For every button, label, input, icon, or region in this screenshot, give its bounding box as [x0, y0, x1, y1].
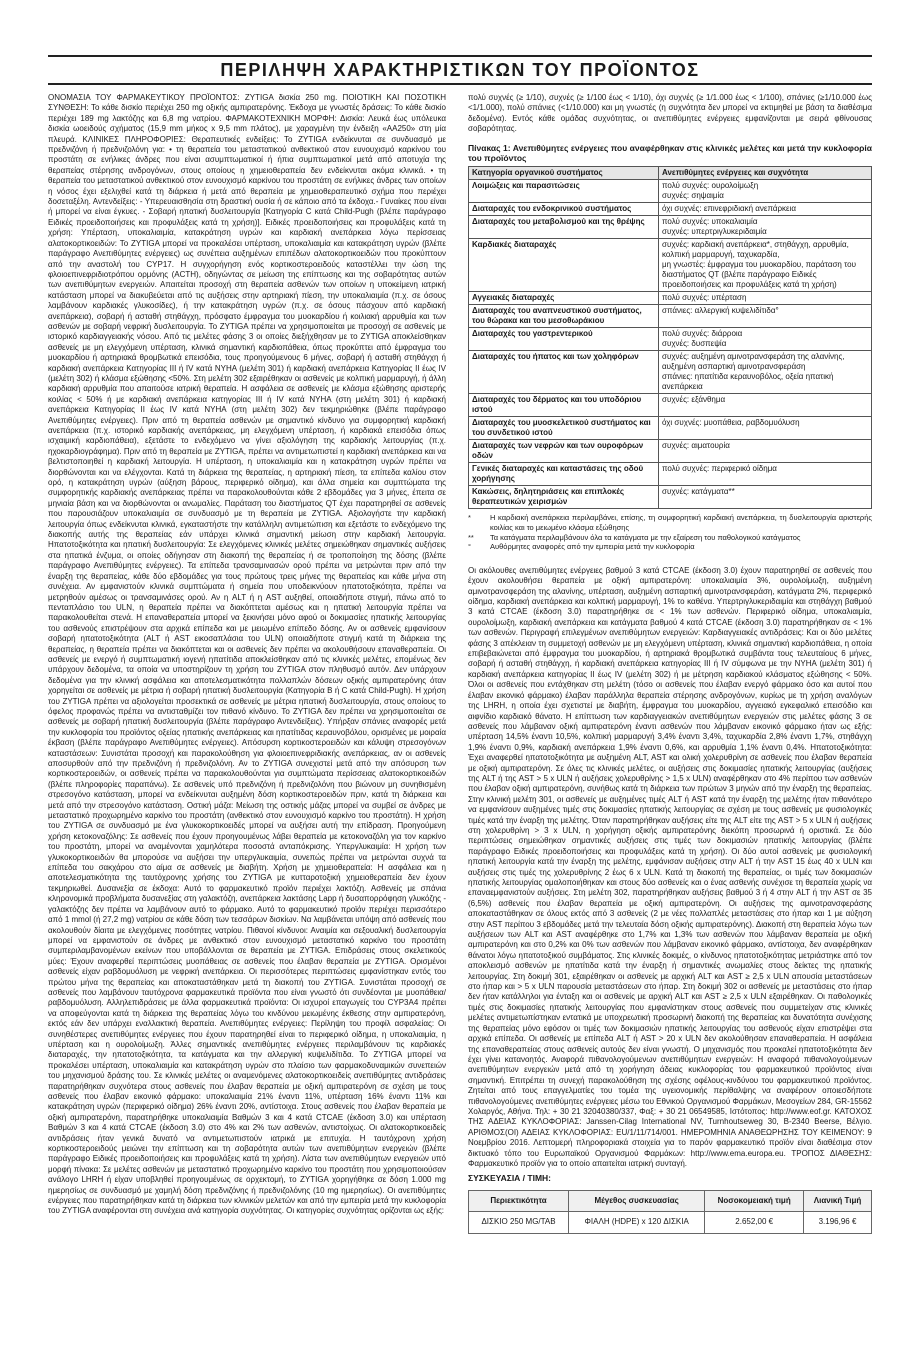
system-class-cell: Αγγειακές διαταραχές [469, 292, 659, 305]
reactions-cell: πολύ συχνές: υποκαλιαιμία συχνές: υπερτριγλυκεριδαιμία [659, 216, 872, 239]
body-text: Οι ακόλουθες ανεπιθύμητες ενέργειες βαθμού 3 κατά CTCAE (έκδοση 3.0) έχουν παρατηρηθεί σε ασθενείς που έχουν ακολουθήσει θεραπεία με οξική αμπιρατερόνη: υποκαλιαιμία 3%, ουρολοίμωξη, αυξημένη αμινοτρανσφεράση της αλανίνης, υπέρταση, αυξημένη ασπαρτική αμινοτρανσφεράση, κατάγματα 2%, περιφερικό οίδημα, καρδιακή ανεπάρκεια και κολπική μαρμαρυγή, 1% το καθένα. Υπερτριγλυκεριδαιμία και στηθάγχη βαθμού 3 κατά CTCAE (έκδοση 3.0) παρατηρήθηκε σε < 1% των ασθενών. Περιφερικό οίδημα, υποκαλιαιμία, ουρολοίμωξη, καρδιακή ανεπάρκεια και κατάγματα βαθμού 4 κατά CTCAE (έκδοση 3.0) παρατηρήθηκαν σε < 1% των ασθενών. Περιγραφή επιλεγμένων ανεπιθύμητων ενεργειών: Καρδιαγγειακές αντιδράσεις: Και οι δύο μελέτες φάσης 3 απέκλειαν τη συμμετοχή ασθενών με μη ελεγχόμενη υπέρταση, κλινικά σημαντική καρδιοπάθεια, η οποία επιβεβαιώνεται από έμφραγμα του μυοκαρδίου, ή αρτηριακά θρομβωτικά συμβάντα τους τελευταίους 6 μήνες, σοβαρή ή ασταθή στηθάγχη, ή καρδιακή ανεπάρκεια κατηγορίας III ή IV σύμφωνα με την NYHA (μελέτη 301) ή καρδιακή ανεπάρκεια κατηγορίας II έως IV (μελέτη 302) ή με μέτρηση καρδιακού κλάσματος εξώθησης < 50%. Όλοι οι ασθενείς που εντάχθηκαν στη μελέτη (τόσο οι ασθενείς που έλαβαν ενεργό φάρμακο όσο και αυτοί που έλαβαν εικονικό φάρμακο) έλαβαν παράλληλα θεραπεία στέρησης ανδρογόνων, κυρίως με τη χρήση αναλόγων της LHRH, η οποία έχει σχετιστεί με διαβήτη, έμφραγμα του μυοκαρδίου, αγγειακό εγκεφαλικό επεισόδιο και αιφνίδιο καρδιακό θάνατο. Η επίπτωση των καρδιαγγειακών ανεπιθύμητων ενεργειών στις μελέτες φάσης 3 σε ασθενείς που λάμβαναν οξική αμπιρατερόνη έναντι ασθενών που λάμβαναν εικονικό φάρμακο ήταν ως εξής: υπέρταση 14,5% έναντι 10,5%, κολπική μαρμαρυγή 3,4% έναντι 3,4%, ταχυκαρδία 2,8% έναντι 1,7%, στηθάγχη 1,9% έναντι 0,9%, καρδιακή ανεπάρκεια 1,9% έναντι 0,6%, και αρρυθμία 1,1% έναντι 0,4%. Ηπατοτοξικότητα: Έχει αναφερθεί ηπατοτοξικότητα με αυξημένη ALT, AST και ολική χολερυθρίνη σε ασθενείς που έλαβαν θεραπεία με οξική αμπιρατερόνη. Σε όλες τις κλινικές μελέτες, οι αυξήσεις στις δοκιμασίες ηπατικής λειτουργίας (αυξήσεις της ALT ή της AST > 5 x ULN ή αυξήσεις χολερυθρίνης > 1,5 x ULN) αναφέρθηκαν στο 4% περίπου των ασθενών που έλαβαν οξική αμπιρατερόνη, συνήθως κατά τη διάρκεια των πρώτων 3 μηνών από την έναρξη της θεραπείας. Στην κλινική μελέτη 301, οι ασθενείς με αυξημένες τιμές ALT ή AST κατά την έναρξη της μελέτης ήταν πιθανότερο να εμφανίσουν αυξημένες τιμές στις δοκιμασίες ηπατικής λειτουργίας σε σχέση με τους ασθενείς με φυσιολογικές τιμές κατά την έναρξη της μελέτης. Όταν παρατηρήθηκαν αυξήσεις είτε της ALT είτε της AST > 5 x ULN ή αυξήσεις στη χολερυθρίνη > 3 x ULN, η χορήγηση οξικής αμπιρατερόνης διεκόπη προσωρινά ή οριστικά. Σε δύο περιπτώσεις σημειώθηκαν σημαντικές αυξήσεις στις τιμές των δοκιμασιών ηπατικής λειτουργίας (βλέπε παράγραφο Ειδικές προειδοποιήσεις και προφυλάξεις κατά τη χρήση). Οι δύο αυτοί ασθενείς με φυσιολογική ηπατική λειτουργία κατά την έναρξη της μελέτης, εμφάνισαν αυξήσεις στην ALT ή την AST 15 έως 40 x ULN και αυξήσεις στις τιμές της χολερυθρίνης 2 έως 6 x ULN. Κατά τη διακοπή της θεραπείας, οι τιμές των δοκιμασιών ηπατικής λειτουργίας ομαλοποιήθηκαν και στους δύο ασθενείς και ο ένας ασθενής συνέχισε τη θεραπεία χωρίς να επαναεμφανιστούν αυξήσεις. Στη μελέτη 302, παρατηρήθηκαν αυξήσεις βαθμού 3 ή 4 στην ALT ή την AST σε 35 (6,5%) ασθενείς που έλαβαν θεραπεία με οξική αμπιρατερόνη. Οι αυξήσεις της αμινοτρανσφεράσης αποκαταστάθηκαν σε όλους εκτός από 3 ασθενείς (2 με νέες πολλαπλές μεταστάσεις στο ήπαρ και 1 με αύξηση στην AST περίπου 3 εβδομάδες μετά την τελευταία δόση οξικής αμπιρατερόνης). Διακοπή στη θεραπεία λόγω των αυξήσεων των ALT και AST αναφέρθηκε στο 1,7% και 1,3% των ασθενών που λάμβαναν θεραπεία με οξική αμπιρατερόνη και στο 0,2% και 0% των ασθενών που λάμβαναν εικονικό φάρμακο, αντίστοιχα, δεν αναφέρθηκαν θάνατοι λόγω ηπατοτοξικού συμβάματος. Στις κλινικές δοκιμές, ο κίνδυνος ηπατοτοξικότητας μετριάστηκε από τον αποκλεισμό ασθενών με ηπατίτιδα κατά την έναρξη ή σημαντικές ανωμαλίες στους δείκτες της ηπατικής λειτουργίας. Στη δοκιμή 301, εξαιρέθηκαν οι ασθενείς με αρχική ALT και AST ≥ 2,5 x ULN απουσία μεταστάσεων στο ήπαρ και > 5 x ULN παρουσία μεταστάσεων στο ήπαρ. Στη δοκιμή 302 οι ασθενείς με μεταστάσεις στο ήπαρ δεν ήταν κατάλληλοι για ένταξη και οι ασθενείς με αρχική ALT και AST ≥ 2,5 x ULN εξαιρέθηκαν. Οι παθολογικές τιμές στις δοκιμασίες ηπατικής λειτουργίας που εμφανίστηκαν στους ασθενείς που συμμετείχαν στις κλινικές μελέτες αντιμετωπίστηκαν εντατικά με υποχρεωτική προσωρινή διακοπή της θεραπείας και δυνατότητα συνέχισης της θεραπείας μόνο εφόσον οι τιμές των δοκιμασιών ηπατικής λειτουργίας του ασθενούς είχαν επιστρέψει στα αρχικά επίπεδα. Οι ασθενείς με επίπεδα ALT ή AST > 20 x ULN δεν ακολούθησαν επαναθεραπεία. Η ασφάλεια της επαναθεραπείας στους ασθενείς αυτούς δεν είναι γνωστή. Ο μηχανισμός που προκαλεί ηπατοτοξικότητα δεν έχει γίνει κατανοητός. Αναφορά πιθανολογούμενων ανεπιθύμητων ενεργειών: Η αναφορά πιθανολογούμενων ανεπιθύμητων ενεργειών μετά από τη χορήγηση άδειας κυκλοφορίας του φαρμακευτικού προϊόντος είναι σημαντική. Επιτρέπει τη συνεχή παρακολούθηση της σχέσης οφέλους-κινδύνου του φαρμακευτικού προϊόντος. Ζητείται από τους επαγγελματίες του τομέα της υγειονομικής περίθαλψης να αναφέρουν οποιεσδήποτε πιθανολογούμενες ανεπιθύμητες ενέργειες μέσω του Εθνικού Οργανισμού Φαρμάκων, Μεσογείων 284, GR-15562 Χολαργός, Αθήνα. Τηλ: + 30 21 32040380/337, Φαξ: + 30 21 06549585, Ιστότοπος: http://www.eof.gr. ΚΑΤΟΧΟΣ ΤΗΣ ΑΔΕΙΑΣ ΚΥΚΛΟΦΟΡΙΑΣ: Janssen-Cilag International NV, Turnhoutseweg 30, B-2340 Beerse, Βέλγιο. ΑΡΙΘΜΟΣ(ΟΙ) ΑΔΕΙΑΣ ΚΥΚΛΟΦΟΡΙΑΣ: EU/1/11/714/001. ΗΜΕΡΟΜΗΝΙΑ ΑΝΑΘΕΩΡΗΣΗΣ ΤΟΥ ΚΕΙΜΕΝΟΥ: 9 Νοεμβρίου 2016. Λεπτομερή πληροφοριακά στοιχεία για το παρόν φαρμακευτικό προϊόν είναι διαθέσιμα στον δικτυακό τόπο του Ευρωπαϊκού Οργανισμού Φαρμάκων: http://www.ema.europa.eu. ΤΡΟΠΟΣ ΔΙΑΘΕΣΗΣ: Φαρμακευτικό προϊόν για το οποίο απαιτείται ιατρική συνταγή. [468, 565, 872, 1168]
footnote [468, 533, 872, 543]
reactions-cell: πολύ συχνές: περιφερικό οίδημα [659, 463, 872, 486]
footnote [468, 542, 872, 552]
table-row [469, 292, 872, 305]
table-row [469, 239, 872, 292]
price-hospital: 2.652,00 € [705, 1212, 804, 1233]
header-reactions: Ανεπιθύμητες ενέργειες και συχνότητα [659, 167, 872, 180]
table-row [469, 328, 872, 351]
reactions-cell: συχνές: καρδιακή ανεπάρκεια*, στηθάγχη, αρρυθμία, κολπική μαρμαρυγή, ταχυκαρδία, μη γνωστές: έμφραγμα του μυοκαρδίου, παράταση του διαστήματος QT (βλέπε παράγραφο Ειδικές προειδοποιήσεις και προφυλάξεις κατά τη χρήση) [659, 239, 872, 292]
adverse-reactions-table [468, 166, 872, 509]
reactions-cell: συχνές: αυξημένη αμινοτρανσφεράση της αλανίνης, αυξημένη ασπαρτική αμινοτρανσφεράση σπάνιες: ηπατίτιδα κεραυνοβόλος, οξεία ηπατική ανεπάρκεια [659, 351, 872, 394]
footnote-mark: * [468, 513, 471, 523]
table-row [469, 440, 872, 463]
reactions-cell: πολύ συχνές: διάρροια συχνές: δυσπεψία [659, 328, 872, 351]
table-row [469, 305, 872, 328]
table-row [469, 463, 872, 486]
table-row [469, 351, 872, 394]
reactions-cell: συχνές: εξάνθημα [659, 394, 872, 417]
frequency-definitions: πολύ συχνές (≥ 1/10), συχνές (≥ 1/100 έως < 1/10), όχι συχνές (≥ 1/1.000 έως < 1/100), σπάνιες (≥1/10.000 έως <1/1.000), πολύ σπάνιες (<1/10.000) και μη γνωστές (η συχνότητα δεν μπορεί να εκτιμηθεί με βάση τα διαθέσιμα δεδομένα). Εντός κάθε ομάδας συχνότητας, οι ανεπιθύμητες ενέργειες εμφανίζονται με σειρά φθίνουσας σοβαρότητας. [468, 93, 872, 134]
price-header-strength: Περιεκτικότητα [469, 1190, 569, 1211]
price-strength: ΔΙΣΚΙΟ 250 MG/TAB [469, 1212, 569, 1233]
table-row [469, 180, 872, 203]
footnote-mark: ° [468, 542, 471, 552]
adverse-reactions-table-title: Πίνακας 1: Ανεπιθύμητες ενέργειες που αναφέρθηκαν στις κλινικές μελέτες και μετά την κυκλοφορία του προϊόντος [468, 142, 872, 164]
system-class-cell: Κακώσεις, δηλητηριάσεις και επιπλοκές θεραπευτικών χειρισμών [469, 486, 659, 509]
reactions-cell: όχι συχνές: επινεφριδιακή ανεπάρκεια [659, 203, 872, 216]
reactions-cell: πολύ συχνές: υπέρταση [659, 292, 872, 305]
table-row [469, 216, 872, 239]
reactions-cell: συχνές: αιματουρία [659, 440, 872, 463]
table-row [469, 394, 872, 417]
table-header-row [469, 167, 872, 180]
footnote [468, 513, 872, 532]
system-class-cell: Διαταραχές του μεταβολισμού και της θρέψης [469, 216, 659, 239]
system-class-cell: Διαταραχές του μυοσκελετικού συστήματος και του συνδετικού ιστού [469, 417, 659, 440]
price-retail: 3.196,96 € [804, 1212, 872, 1233]
system-class-cell: Διαταραχές των νεφρών και των ουροφόρων οδών [469, 440, 659, 463]
system-class-cell: Διαταραχές του ενδοκρινικού συστήματος [469, 203, 659, 216]
footnote-text: Τα κατάγματα περιλαμβάνουν όλα τα κατάγματα με την εξαίρεση του παθολογικού κατάγματος [490, 532, 801, 542]
system-class-cell: Διαταραχές του ήπατος και των χοληφόρων [469, 351, 659, 394]
reactions-cell: συχνές: κατάγματα** [659, 486, 872, 509]
price-table [468, 1190, 872, 1234]
left-column [48, 93, 446, 1343]
price-header-pack-size: Μέγεθος συσκευασίας [569, 1190, 705, 1211]
table-footnotes [468, 513, 872, 551]
left-text: ΟΝΟΜΑΣΙΑ ΤΟΥ ΦΑΡΜΑΚΕΥΤΙΚΟΥ ΠΡΟΪΟΝΤΟΣ: ZYTIGA δισκία 250 mg. ΠΟΙΟΤΙΚΗ ΚΑΙ ΠΟΣΟΤΙΚΗ ΣΥΝΘΕΣΗ: Το κάθε δισκίο περιέχει 250 mg οξικής αμπιρατερόνης. Έκδοχα με γνωστές δράσεις: Το κάθε δισκίο περιέχει 189 mg λακτόζης και 6,8 mg νατρίου. ΦΑΡΜΑΚΟΤΕΧΝΙΚΗ ΜΟΡΦΗ: Δισκία: Λευκά έως υπόλευκα δισκία ωοειδούς σχήματος (15,9 mm μήκος x 9,5 mm πλάτος), με χαραγμένη την ένδειξη «AA250» στη μία πλευρά. ΚΛΙΝΙΚΕΣ ΠΛΗΡΟΦΟΡΙΕΣ: Θεραπευτικές ενδείξεις: Το ZYTIGA ενδείκνυται σε συνδυασμό με πρεδνιζόνη ή πρεδνιζολόνη για: • τη θεραπεία του μεταστατικού ανθεκτικού στον ευνουχισμό καρκίνου του προστάτη σε ενήλικες άνδρες που είναι ασυμπτωματικοί ή ήπια συμπτωματικοί μετά από αποτυχία της θεραπείας στέρησης ανδρογόνων, στους οποίους η χημειοθεραπεία δεν ενδείκνυται ακόμα κλινικά. • τη θεραπεία του μεταστατικού ανθεκτικού στον ευνουχισμό καρκίνου του προστάτη σε ενήλικες άνδρες των οποίων η νόσος έχει εξελιχθεί κατά τη διάρκεια ή μετά από θεραπεία με χημειοθεραπευτικό σχήμα που περιέχει δοσεταξέλη. Αντενδείξεις: - Υπερευαισθησία στη δραστική ουσία ή σε κάποιο από τα έκδοχα.- Γυναίκες που είναι ή μπορεί να είναι έγκυες. - Σοβαρή ηπατική δυσλειτουργία [Κατηγορία C κατά Child-Pugh (βλέπε παράγραφο Ειδικές προειδοποιήσεις και προφυλάξεις κατά τη χρήση)]. Ειδικές προειδοποιήσεις και προφυλάξεις κατά τη χρήση: Υπέρταση, υποκαλιαιμία, κατακράτηση υγρών και καρδιακή ανεπάρκεια λόγω περίσσειας αλατοκορτικοειδών: Το ZYTIGA μπορεί να προκαλέσει υπέρταση, υποκαλιαιμία και κατακράτηση υγρών (βλέπε παράγραφο Ανεπιθύμητες ενέργειες) ως συνέπεια αυξημένων επιπέδων αλατοκορτικοειδών που προκύπτουν από την αναστολή του CYP17. Η συγχορήγηση ενός κορτικοστεροειδούς καταστέλλει την ώση της φλοιοεπινεφριδιοτρόπου ορμόνης (ACTH), οδηγώντας σε μείωση της επίπτωσης και της σοβαρότητας αυτών των ανεπιθύμητων ενεργειών. Απαιτείται προσοχή στη θεραπεία ασθενών των οποίων η υποκείμενη ιατρική κατάσταση μπορεί να διακυβεύεται από τις αυξήσεις στην αρτηριακή πίεση, την υποκαλιαιμία (π.χ. σε όσους λαμβάνουν καρδιακές γλυκοσίδες), ή την κατακράτηση υγρών (π.χ. σε όσους πάσχουν από καρδιακή ανεπάρκεια), σοβαρή ή ασταθή στηθάγχη, πρόσφατο έμφραγμα του μυοκαρδίου ή κοιλιακή αρρυθμία και των ασθενών με σοβαρή νεφρική δυσλειτουργία. Το ZYTIGA πρέπει να χρησιμοποιείται με προσοχή σε ασθενείς με ιστορικό καρδιαγγειακής νόσου. Από τις μελέτες φάσης 3 οι οποίες διεξήχθησαν με το ZYTIGA αποκλείσθηκαν ασθενείς με μη ελεγχόμενη υπέρταση, κλινικά σημαντική καρδιοπάθεια, όπως προκύπτει από έμφραγμα του μυοκαρδίου ή αρτηριακά θρομβωτικά επεισόδια, τους προηγούμενους 6 μήνες, σοβαρή ή ασταθή στηθάγχη ή καρδιακή ανεπάρκεια Κατηγορίας III ή IV κατά NYHA (μελέτη 301) ή καρδιακή ανεπάρκεια Κατηγορίας II έως IV (μελέτη 302) ή κλάσμα εξώθησης <50%. Στη μελέτη 302 εξαιρέθηκαν οι ασθενείς με κολπική μαρμαρυγή, ή άλλη καρδιακή αρρυθμία που απαιτούσε ιατρική θεραπεία. Η ασφάλεια σε ασθενείς με κλάσμα εξώθησης αριστερής κοιλίας < 50% ή με καρδιακή ανεπάρκεια κατηγορίας III ή IV κατά NYHA (στη μελέτη 301) ή καρδιακή ανεπάρκεια Κατηγορίας II έως IV κατά NYHA (στη μελέτη 302) δεν τεκμηριώθηκε (βλέπε παράγραφο Ανεπιθύμητες ενέργειες). Πριν από τη θεραπεία ασθενών με σημαντικό κίνδυνο για συμφορητική καρδιακή ανεπάρκεια (π.χ. ιστορικό καρδιακής ανεπάρκειας, μη ελεγχόμενη υπέρταση, ή καρδιακά επεισόδια όπως ισχαιμική καρδιοπάθεια), εξετάστε το ενδεχόμενο να γίνει αξιολόγηση της καρδιακής λειτουργίας (π.χ. ηχοκαρδιογράφημα). Πριν από τη θεραπεία με ZYTIGA, πρέπει να αντιμετωπιστεί η καρδιακή ανεπάρκεια και να βελτιστοποιηθεί η καρδιακή λειτουργία. Η υπέρταση, η υποκαλιαιμία και η κατακράτηση υγρών πρέπει να διορθώνονται και να ελέγχονται. Κατά τη διάρκεια της θεραπείας, η αρτηριακή πίεση, τα επίπεδα καλίου στον ορό, η κατακράτηση υγρών (αύξηση βάρους, περιφερικό οίδημα), και άλλα σημεία και συμπτώματα της συμφορητικής καρδιακής ανεπάρκειας πρέπει να παρακολουθούνται κάθε 2 εβδομάδες για 3 μήνες, έπειτα σε μηνιαία βάση και να διορθώνονται οι ανωμαλίες. Παράταση του διαστήματος QT έχει παρατηρηθεί σε ασθενείς που παρουσιάζουν υποκαλιαιμία σε συνδυασμό με τη θεραπεία με ZYTIGA. Αξιολογήστε την καρδιακή λειτουργία όπως ενδείκνυται κλινικά, εγκαταστήστε την κατάλληλη αντιμετώπιση και εξετάστε το ενδεχόμενο της διακοπής αυτής της θεραπείας εάν υπάρχει κλινικά σημαντική μείωση στην καρδιακή λειτουργία. Ηπατοτοξικότητα και ηπατική δυσλειτουργία: Σε ελεγχόμενες κλινικές μελέτες σημειώθηκαν σημαντικές αυξήσεις στα ηπατικά ένζυμα, οι οποίες οδήγησαν στη διακοπή της θεραπείας ή σε τροποποίηση της δόσης (βλέπε παράγραφο Ανεπιθύμητες ενέργειες). Τα επίπεδα τρανσαμινασών ορού πρέπει να μετρώνται πριν από την έναρξη της θεραπείας, κάθε δύο εβδομάδες για τους πρώτους τρεις μήνες της θεραπείας και κάθε μήνα στη συνέχεια. Αν εμφανιστούν κλινικά συμπτώματα ή σημεία που υποδεικνύουν ηπατοτοξικότητα, πρέπει να μετρηθούν αμέσως οι τρανσαμινάσες ορού. Αν η ALT ή η AST αυξηθεί, οποιαδήποτε στιγμή, πάνω από το πενταπλάσιο του ULN, η θεραπεία πρέπει να διακόπτεται αμέσως και η ηπατική λειτουργία πρέπει να παρακολουθείται στενά. Η επαναθεραπεία μπορεί να ξεκινήσει μόνο αφού οι δοκιμασίες ηπατικής λειτουργίας του ασθενούς επιστρέψουν στα αρχικά επίπεδα και με μειωμένο επίπεδο δόσης. Αν οι ασθενείς εμφανίσουν σοβαρή ηπατοτοξικότητα (ALT ή AST εικοσαπλάσια του ULN) οποιαδήποτε στιγμή κατά τη διάρκεια της θεραπείας, η θεραπεία πρέπει να διακόπτεται και οι ασθενείς δεν πρέπει να ακολουθήσουν επαναθεραπεία. Οι ασθενείς με ενεργό ή συμπτωματική ιογενή ηπατίτιδα αποκλείσθηκαν από τις κλινικές μελέτες, επομένως δεν υπάρχουν δεδομένα, τα οποία να υποστηρίζουν τη χρήση του ZYTIGA στον πληθυσμό αυτόν. Δεν υπάρχουν δεδομένα για την κλινική ασφάλεια και αποτελεσματικότητα πολλαπλών δόσεων οξικής αμπιρατερόνης όταν χορηγείται σε ασθενείς με μέτρια ή σοβαρή ηπατική δυσλειτουργία (Κατηγορία B ή C κατά Child-Pugh). Η χρήση του ZYTIGA πρέπει να αξιολογείται προσεκτικά σε ασθενείς με μέτρια ηπατική δυσλειτουργία, στους οποίους το όφελος προφανώς πρέπει να αντισταθμίζει τον πιθανό κίνδυνο. Το ZYTIGA δεν πρέπει να χρησιμοποιείται σε ασθενείς με σοβαρή ηπατική δυσλειτουργία (βλέπε παράγραφο Αντενδείξεις). Υπήρξαν σπάνιες αναφορές μετά την κυκλοφορία του προϊόντος οξείας ηπατικής ανεπάρκειας και ηπατίτιδας κεραυνοβόλου, ορισμένες με μοιραία έκβαση (βλέπε παράγραφο Ανεπιθύμητες ενέργειες). Απόσυρση κορτικοστεροειδών και κάλυψη στρεσογόνων καταστάσεων: Συνιστάται προσοχή και παρακολούθηση για φλοιοεπινεφριδιακής ανεπάρκειας, αν οι ασθενείς αποσυρθούν από την πρεδνιζόνη ή πρεδνιζολόνη. Αν το ZYTIGA συνεχιστεί μετά από την απόσυρση των κορτικοστεροειδών, οι ασθενείς πρέπει να παρακολουθούνται για συμπτώματα περίσσειας αλατοκορτικοειδών (βλέπε πληροφορίες παραπάνω). Σε ασθενείς υπό πρεδνιζόνη ή πρεδνιζολόνη που βιώνουν μη συνηθισμένη στρεσογόνο κατάσταση, μπορεί να ενδείκνυται αυξημένη δόση κορτικοστεροειδών πριν, κατά τη διάρκεια και μετά από την στρεσογόνο κατάσταση. Οστική μάζα: Μείωση της οστικής μάζας μπορεί να συμβεί σε άνδρες με μεταστατικό προχωρημένο καρκίνο του προστάτη (ανθεκτικό στον ευνουχισμό καρκίνο του προστάτη). Η χρήση του ZYTIGA σε συνδυασμό με ένα γλυκοκορτικοειδές μπορεί να αυξήσει αυτή την επίδραση. Προηγούμενη χρήση κετοκοναζόλης: Σε ασθενείς που έχουν προηγουμένως λάβει θεραπεία με κετοκοναζόλη για τον καρκίνο του προστάτη, μπορεί να αναμένονται χαμηλότερα ποσοστά ανταπόκρισης. Υπεργλυκαιμία: Η χρήση των γλυκοκορτικοειδών θα μπορούσε να αυξήσει την υπεργλυκαιμία, συνεπώς πρέπει να μετρώνται συχνά τα επίπεδα του σακχάρου στο αίμα σε ασθενείς με διαβήτη. Χρήση με χημειοθεραπεία: Η ασφάλεια και η αποτελεσματικότητα της ταυτόχρονης χρήσης του ZYTIGA με κυτταροτοξική χημειοθεραπεία δεν έχουν τεκμηριωθεί. Δυσανεξία σε έκδοχα: Αυτό το φαρμακευτικό προϊόν περιέχει λακτόζη. Ασθενείς με σπάνια κληρονομικά προβλήματα δυσανεξίας στη γαλακτόζη, ανεπάρκεια λακτάσης Lapp ή δυσαπορρόφηση γλυκόζης - γαλακτόζης δεν πρέπει να λαμβάνουν αυτό το φάρμακο. Αυτό το φαρμακευτικό προϊόν περιέχει περισσότερο από 1 mmol (ή 27,2 mg) νατρίου σε κάθε δόση των τεσσάρων δισκίων. Να λαμβάνεται υπόψη από ασθενείς που ακολουθούν δίαιτα με ελεγχόμενες ποσότητες νατρίου. Πιθανοί κίνδυνοι: Αναιμία και σεξουαλική δυσλειτουργία μπορεί να εμφανιστούν σε άνδρες με ανθεκτικό στον ευνουχισμό μεταστατικό καρκίνο του προστάτη συμπεριλαμβανομένων εκείνων που υποβάλλονται σε θεραπεία με ZYTIGA. Επιδράσεις στους σκελετικούς μύες: Έχουν αναφερθεί περιπτώσεις μυοπάθειας σε ασθενείς που έλαβαν θεραπεία με ZYTIGA. Ορισμένοι ασθενείς είχαν ραβδομυόλυση με νεφρική ανεπάρκεια. Οι περισσότερες περιπτώσεις εμφανίστηκαν εντός του πρώτου μήνα της θεραπείας και αποκαταστάθηκαν μετά τη διακοπή του ZYTIGA. Συνιστάται προσοχή σε ασθενείς που λαμβάνουν ταυτόχρονα φαρμακευτικά προϊόντα που είναι γνωστό ότι συνδέονται με μυοπάθεια/ραβδομυόλυση. Αλληλεπιδράσεις με άλλα φαρμακευτικά προϊόντα: Οι ισχυροί επαγωγείς του CYP3A4 πρέπει να αποφεύγονται κατά τη διάρκεια της θεραπείας λόγω του κινδύνου μειωμένης έκθεσης στην αμπιρατερόνη, εκτός εάν δεν υπάρχει εναλλακτική θεραπεία. Ανεπιθύμητες ενέργειες: Περίληψη του προφίλ ασφαλείας: Οι συνηθέστερες ανεπιθύμητες ενέργειες που έχουν παρατηρηθεί είναι το περιφερικό οίδημα, η υποκαλιαιμία, η υπέρταση και η ουρολοίμωξη. Άλλες σημαντικές ανεπιθύμητες ενέργειες περιλαμβάνουν τις καρδιακές διαταραχές, την ηπατοτοξικότητα, τα κατάγματα και την αλλεργική κυψελιδίτιδα. Το ZYTIGA μπορεί να προκαλέσει υπέρταση, υποκαλιαιμία και κατακράτηση υγρών στο πλαίσιο των φαρμακοδυναμικών συνεπειών του μηχανισμού δράσης του. Σε κλινικές μελέτες οι αναμενόμενες αλατοκορτικοειδείς ανεπιθύμητες αντιδράσεις παρατηρήθηκαν συχνότερα στους ασθενείς που έλαβαν θεραπεία με οξική αμπιρατερόνη σε σχέση με τους ασθενείς που έλαβαν εικονικό φάρμακο: υποκαλιαιμία 21% έναντι 11%, υπέρταση 16% έναντι 11% και κατακράτηση υγρών (περιφερικό οίδημα) 26% έναντι 20%, αντίστοιχα. Στους ασθενείς που έλαβαν θεραπεία με οξική αμπιρατερόνη, παρατηρήθηκε υποκαλιαιμία Βαθμών 3 και 4 κατά CTCAE (έκδοση 3.0) και υπέρταση Βαθμών 3 και 4 κατά CTCAE (έκδοση 3.0) στο 4% και 2% των ασθενών, αντιστοίχως. Οι αλατοκορτικοειδείς αντιδράσεις ήταν γενικά δυνατό να αντιμετωπιστούν ιατρικά με επιτυχία. Η ταυτόχρονη χρήση κορτικοστεροειδούς μειώνει την επίπτωση και τη σοβαρότητα αυτών των ανεπιθύμητων ενεργειών (βλέπε παράγραφο Ειδικές προειδοποιήσεις και προφυλάξεις κατά τη χρήση). Λίστα των ανεπιθύμητων ενεργειών υπό μορφή πίνακα: Σε μελέτες ασθενών με μεταστατικό προχωρημένο καρκίνο του προστάτη που χρησιμοποιούσαν ανάλογο LHRH ή είχαν υποβληθεί προηγουμένως σε ορχεκτομή, το ZYTIGA χορηγήθηκε σε δόση 1.000 mg ημερησίως σε συνδυασμό με χαμηλή δόση πρεδνιζόνης ή πρεδνιζολόνης (10 mg ημερησίως). Οι ανεπιθύμητες ενέργειες που παρατηρήθηκαν κατά τη διάρκεια των κλινικών μελετών και από την εμπειρία μετά την κυκλοφορία του ZYTIGA αναφέρονται στη συνέχεια ανά κατηγορία συχνότητας. Οι κατηγορίες συχνότητας ορίζονται ως εξής: [48, 93, 446, 1216]
footnote-mark: ** [468, 532, 474, 542]
footnote-text: Η καρδιακή ανεπάρκεια περιλαμβάνει, επίσης, τη συμφορητική καρδιακή ανεπάρκεια, τη δυσλειτουργία αριστερής κοιλίας και το μειωμένο κλάσμα εξώθησης [490, 513, 872, 533]
reactions-cell: όχι συχνές: μυοπάθεια, ραβδομυόλυση [659, 417, 872, 440]
price-pack-size: ΦΙΑΛΗ (HDPE) x 120 ΔΙΣΚΙΑ [569, 1212, 705, 1233]
price-header-row [469, 1190, 872, 1211]
footnote-text: Αυθόρμητες αναφορές από την εμπειρία μετά την κυκλοφορία [490, 542, 695, 552]
system-class-cell: Γενικές διαταραχές και καταστάσεις της οδού χορήγησης [469, 463, 659, 486]
price-header-hospital: Νοσοκομειακή τιμή [705, 1190, 804, 1211]
price-row [469, 1212, 872, 1233]
reactions-cell: σπάνιες: αλλεργική κυψελιδίτιδα° [659, 305, 872, 328]
table-row [469, 486, 872, 509]
system-class-cell: Διαταραχές του αναπνευστικού συστήματος, του θώρακα και του μεσοθωράκιου [469, 305, 659, 328]
right-column [468, 93, 872, 1343]
header-system-class: Κατηγορία οργανικού συστήματος [469, 167, 659, 180]
system-class-cell: Διαταραχές του δέρματος και του υποδόριου ιστού [469, 394, 659, 417]
packaging-heading: ΣΥΣΚΕΥΑΣΙΑ / ΤΙΜΗ: [468, 1173, 552, 1184]
table-row [469, 203, 872, 216]
price-header-retail: Λιανική Τιμή [804, 1190, 872, 1211]
system-class-cell: Διαταραχές του γαστρεντερικού [469, 328, 659, 351]
reactions-cell: πολύ συχνές: ουρολοίμωξη συχνές: σηψαιμία [659, 180, 872, 203]
system-class-cell: Καρδιακές διαταραχές [469, 239, 659, 292]
table-row [469, 417, 872, 440]
system-class-cell: Λοιμώξεις και παρασιτώσεις [469, 180, 659, 203]
page-title: ΠΕΡΙΛΗΨΗ ΧΑΡΑΚΤΗΡΙΣΤΙΚΩΝ ΤΟΥ ΠΡΟΪΟΝΤΟΣ [48, 55, 872, 85]
